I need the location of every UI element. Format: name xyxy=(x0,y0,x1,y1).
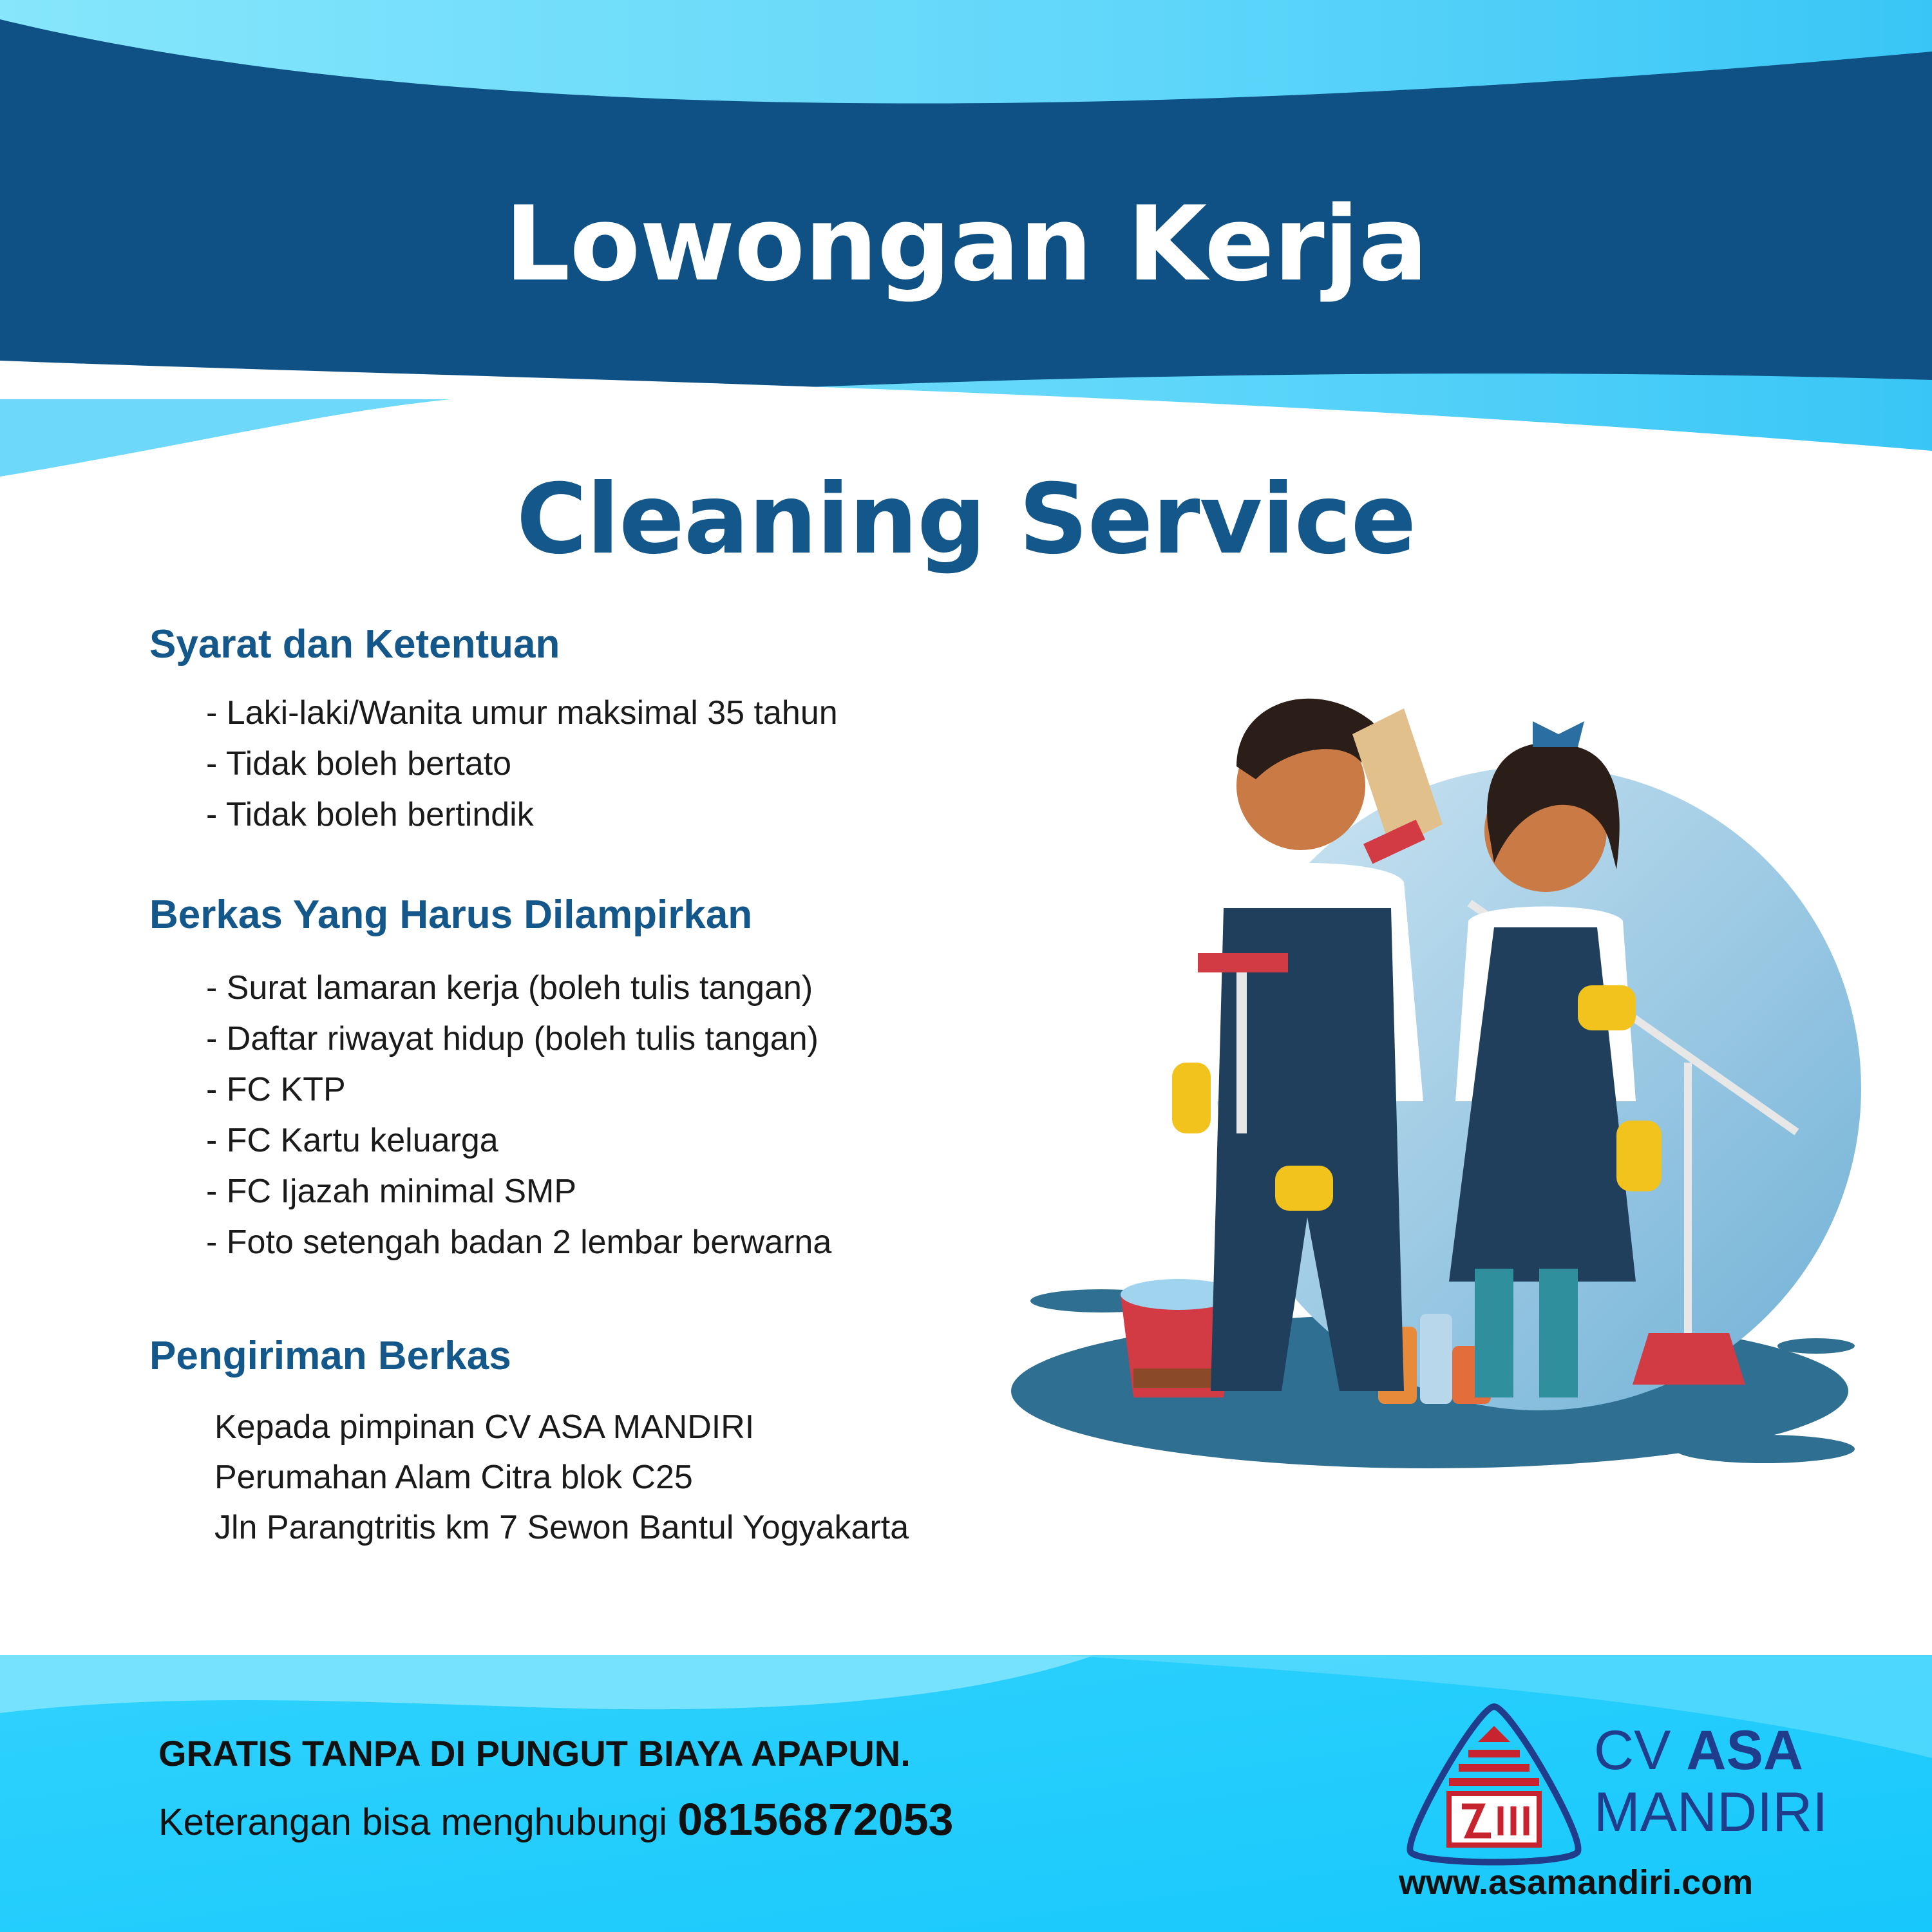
address-line: Perumahan Alam Citra blok C25 xyxy=(214,1459,693,1496)
cleaning-workers-illustration xyxy=(979,650,1893,1488)
contact-info xyxy=(158,1794,953,1845)
requirements-heading: Syarat dan Ketentuan xyxy=(149,622,560,667)
list-item: - Tidak boleh bertindik xyxy=(206,796,534,833)
free-notice: GRATIS TANPA DI PUNGUT BIAYA APAPUN. xyxy=(158,1733,911,1774)
logo-name-bold: ASA xyxy=(1686,1719,1803,1781)
website-link[interactable]: www.asamandiri.com xyxy=(1399,1863,1754,1902)
sparkle-icon xyxy=(1472,663,1747,750)
list-item: - Laki-laki/Wanita umur maksimal 35 tahun xyxy=(206,694,838,732)
address-line: Kepada pimpinan CV ASA MANDIRI xyxy=(214,1408,755,1446)
logo-prefix: CV xyxy=(1594,1719,1671,1781)
list-item: - Tidak boleh bertato xyxy=(206,745,512,782)
list-item: - Surat lamaran kerja (boleh tulis tangan) xyxy=(206,969,813,1007)
delivery-address xyxy=(214,1402,909,1553)
address-line: Jln Parangtritis km 7 Sewon Bantul Yogyakarta xyxy=(214,1509,909,1546)
position-title: Cleaning Service xyxy=(516,464,1416,576)
page-title: Lowongan Kerja xyxy=(504,184,1428,304)
documents-heading: Berkas Yang Harus Dilampirkan xyxy=(149,893,753,937)
phone-number[interactable]: 08156872053 xyxy=(677,1794,954,1844)
list-item: - FC KTP xyxy=(206,1071,346,1108)
list-item: - Daftar riwayat hidup (boleh tulis tangan) xyxy=(206,1020,819,1057)
list-item: - FC Ijazah minimal SMP xyxy=(206,1173,576,1210)
list-item: - Foto setengah badan 2 lembar berwarna xyxy=(206,1224,832,1261)
documents-list xyxy=(206,963,831,1268)
delivery-heading: Pengiriman Berkas xyxy=(149,1334,511,1378)
company-logo-icon xyxy=(1397,1697,1591,1877)
requirements-list xyxy=(206,688,838,840)
logo-name-line2: MANDIRI xyxy=(1594,1781,1828,1843)
list-item: - FC Kartu keluarga xyxy=(206,1122,498,1159)
company-logo-text xyxy=(1594,1719,1828,1843)
contact-label: Keterangan bisa menghubungi xyxy=(158,1801,668,1843)
